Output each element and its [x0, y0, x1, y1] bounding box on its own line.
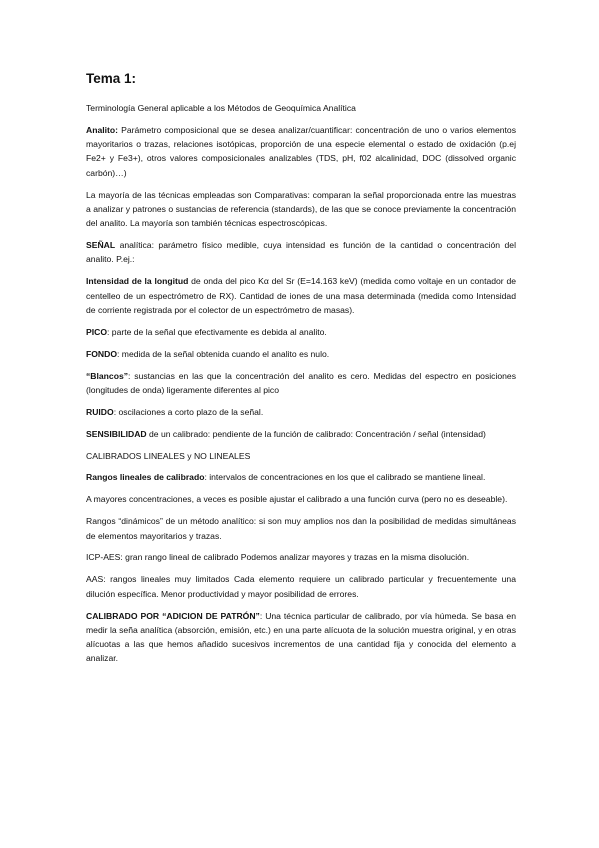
paragraph-term: SEÑAL [86, 240, 116, 251]
paragraph-text: AAS: rangos lineales muy limitados Cada elemento requiere un calibrado particular y frecuentemente una dilución específica. Menor productividad y mayor posibilidad de errores. [86, 574, 516, 599]
paragraph-list [86, 123, 516, 666]
paragraph [86, 274, 516, 317]
paragraph [86, 123, 516, 180]
paragraph-term: “Blancos” [86, 370, 129, 381]
paragraph [86, 347, 516, 361]
paragraph [86, 449, 516, 463]
paragraph-text: : parte de la señal que efectivamente es debida al analito. [107, 326, 327, 337]
paragraph [86, 427, 516, 441]
paragraph-text: : Una técnica particular de calibrado, por vía húmeda. Se basa en medir la seña analítica (absorción, emisión, etc.) en una parte alícuota de la solución muestra original, y en otras alícuotas a las que hemos añadido sucesivos incrementos de una cantidad fija y conocida del elemento a analizar. [86, 610, 516, 664]
paragraph [86, 470, 516, 484]
paragraph-term: SENSIBILIDAD [86, 428, 147, 439]
paragraph-term: Analito: [86, 124, 118, 135]
paragraph-term: Intensidad de la longitud [86, 276, 189, 287]
paragraph [86, 572, 516, 601]
paragraph-text: : intervalos de concentraciones en los que el calibrado se mantiene lineal. [204, 472, 486, 483]
paragraph [86, 188, 516, 231]
paragraph [86, 514, 516, 543]
document-subtitle: Terminología General aplicable a los Métodos de Geoquímica Analítica [86, 103, 356, 113]
paragraph [86, 238, 516, 267]
paragraph-term: RUIDO [86, 406, 114, 417]
paragraph [86, 405, 516, 419]
paragraph [86, 609, 516, 666]
paragraph-text: : sustancias en las que la concentración del analito es cero. Medidas del espectro en posiciones (longitudes de onda) ligeramente diferentes al pico [86, 370, 516, 395]
paragraph [86, 325, 516, 339]
paragraph [86, 550, 516, 564]
paragraph-term: Rangos lineales de calibrado [86, 472, 205, 483]
paragraph-term: FONDO [86, 348, 118, 359]
paragraph-text: Parámetro composicional que se desea analizar/cuantificar: concentración de uno o varios elementos mayoritarios o trazas, relaciones isotópicas, proporción de una especie elemental o estado de oxidación (p.ej Fe2+ y Fe3+), otros valores composicionales analizables (TDS, pH, f02 alcalinidad, DOC (dissolved organic carbón)…) [86, 124, 516, 178]
paragraph-text: de un calibrado: pendiente de la función de calibrado: Concentración / señal (intensidad) [146, 428, 486, 439]
paragraph-term: PICO [86, 326, 108, 337]
document-page [86, 70, 516, 673]
paragraph-term: CALIBRADO POR “ADICION DE PATRÓN” [86, 610, 260, 621]
paragraph-text: CALIBRADOS LINEALES y NO LINEALES [86, 450, 251, 461]
page-title: Tema 1: [86, 71, 137, 86]
paragraph-text: de onda del pico Kα del Sr (E=14.163 keV) (medida como voltaje en un contador de centelleo de un espectrómetro de RX). Cantidad de iones de una masa determinada (medida como Intensidad de corriente registrada por el colector de un espectrómetro de masas). [86, 276, 516, 315]
paragraph-text: La mayoría de las técnicas empleadas son Comparativas: comparan la señal proporcionada entre las muestras a analizar y patrones o sustancias de referencia (standards), de las que se conoce previamente la concentración del analito. La mayoría son también técnicas espectroscópicas. [86, 189, 516, 229]
paragraph-text: : oscilaciones a corto plazo de la señal. [113, 406, 264, 417]
paragraph-text: A mayores concentraciones, a veces es posible ajustar el calibrado a una función curva (pero no es deseable). [86, 494, 508, 505]
paragraph-text: ICP-AES: gran rango lineal de calibrado Podemos analizar mayores y trazas en la misma disolución. [86, 552, 470, 563]
paragraph [86, 492, 516, 506]
paragraph [86, 369, 516, 398]
paragraph-text: : medida de la señal obtenida cuando el analito es nulo. [117, 348, 330, 359]
paragraph-text: Rangos “dinámicos” de un método analítico: si son muy amplios nos dan la posibilidad de medidas simultáneas de elementos mayoritarios y trazas. [86, 516, 516, 541]
paragraph-text: analítica: parámetro físico medible, cuya intensidad es función de la cantidad o concentración del analito. P.ej.: [86, 240, 516, 265]
